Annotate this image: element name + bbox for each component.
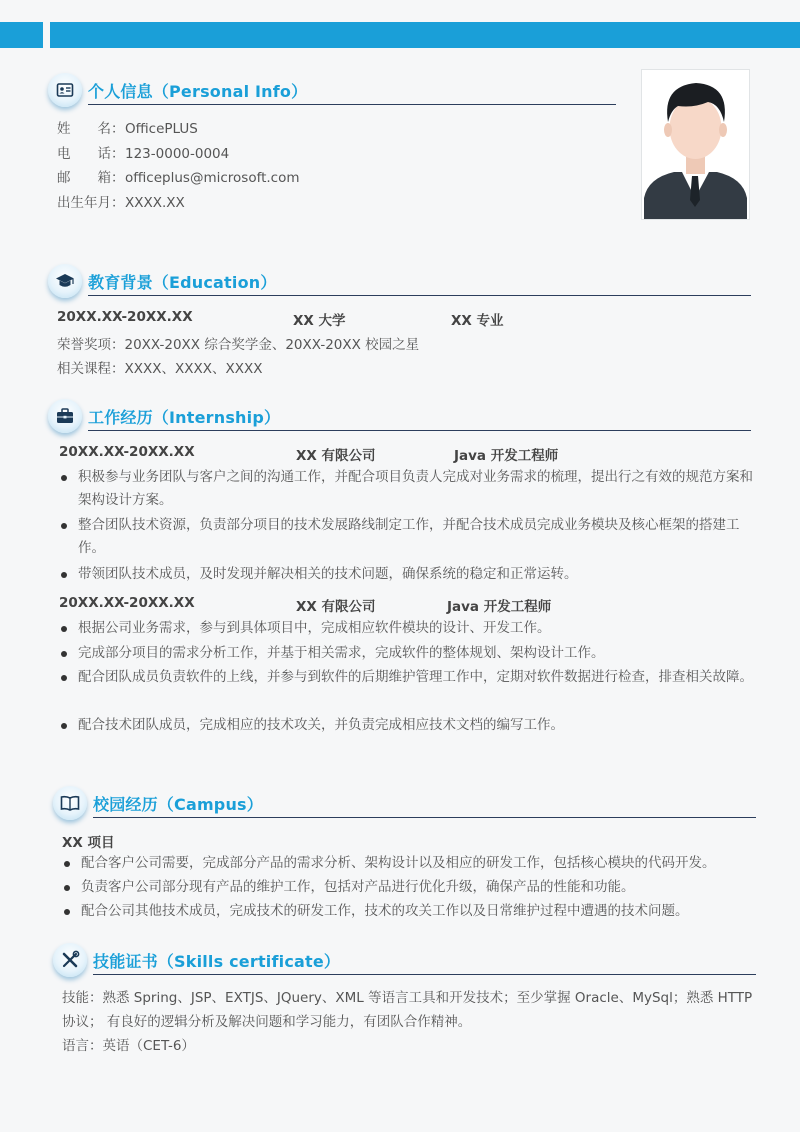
- education-period: 20XX.XX-20XX.XX: [57, 309, 193, 325]
- phone-row: [57, 142, 229, 162]
- campus-bullet: 配合客户公司需要，完成部分产品的需求分析、架构设计以及相应的研发工作，包括核心模块的代码开发。: [81, 852, 761, 875]
- name-label: 姓 名：: [57, 121, 125, 137]
- section-divider: [93, 817, 756, 818]
- job-bullet: 配合技术团队成员，完成相应的技术攻关，并负责完成相应技术文档的编写工作。: [78, 714, 758, 737]
- email-label: 邮 箱：: [57, 170, 125, 186]
- header-bar: [50, 22, 800, 48]
- job-row: [59, 595, 579, 613]
- job-period: 20XX.XX-20XX.XX: [59, 444, 195, 460]
- id-card-icon: [48, 73, 82, 107]
- section-title: 个人信息（Personal Info）: [88, 82, 308, 101]
- section-campus-header: [53, 786, 758, 822]
- briefcase-icon: [48, 399, 82, 433]
- language-text: 语言：英语（CET-6）: [62, 1038, 195, 1054]
- section-divider: [88, 430, 751, 431]
- campus-bullet: 配合公司其他技术成员，完成技术的研发工作，技术的攻关工作以及日常维护过程中遭遇的技术问题。: [81, 900, 761, 923]
- job-position: Java 开发工程师: [454, 448, 559, 464]
- job-bullet: 整合团队技术资源，负责部分项目的技术发展路线制定工作，并配合技术成员完成业务模块及核心框架的搭建工作。: [78, 514, 758, 560]
- education-row: [57, 309, 557, 327]
- open-book-icon: [53, 786, 87, 820]
- job-bullet: 配合团队成员负责软件的上线，并参与到软件的后期维护管理工作中，定期对软件数据进行检查，排查相关故障。: [78, 666, 758, 689]
- job-bullet: 根据公司业务需求，参与到具体项目中，完成相应软件模块的设计、开发工作。: [78, 617, 758, 640]
- birth-value: XXXX.XX: [125, 195, 185, 211]
- section-title: 工作经历（Internship）: [88, 408, 281, 427]
- job-company: XX 有限公司: [296, 599, 376, 615]
- section-education-header: [48, 264, 758, 300]
- section-skills-header: [53, 943, 758, 979]
- email-value: officeplus@microsoft.com: [125, 170, 300, 186]
- section-divider: [88, 104, 616, 105]
- job-period: 20XX.XX-20XX.XX: [59, 595, 195, 611]
- birth-label: 出生年月：: [57, 195, 125, 211]
- birth-row: [57, 191, 185, 211]
- avatar-illustration: [642, 70, 749, 219]
- avatar: [641, 69, 750, 220]
- job-bullet: 带领团队技术成员，及时发现并解决相关的技术问题，确保系统的稳定和正常运转。: [78, 563, 758, 586]
- section-personal-header: [48, 73, 618, 109]
- education-honors: 荣誉奖项：20XX-20XX 综合奖学金、20XX-20XX 校园之星: [57, 337, 420, 353]
- section-title: 技能证书（Skills certificate）: [93, 952, 341, 971]
- email-row: [57, 166, 300, 186]
- education-school: XX 大学: [293, 313, 346, 329]
- section-divider: [88, 295, 751, 296]
- phone-label: 电 话：: [57, 146, 125, 162]
- job-bullet: 积极参与业务团队与客户之间的沟通工作，并配合项目负责人完成对业务需求的梳理，提出行之有效的规范方案和架构设计方案。: [78, 466, 758, 512]
- job-row: [59, 444, 579, 462]
- campus-bullet: 负责客户公司部分现有产品的维护工作，包括对产品进行优化升级，确保产品的性能和功能。: [81, 876, 761, 899]
- section-divider: [93, 974, 756, 975]
- header-bar-left: [0, 22, 43, 48]
- skills-text: 技能：熟悉 Spring、JSP、EXTJS、JQuery、XML 等语言工具和开发技术；至少掌握 Oracle、MySql；熟悉 HTTP 协议； 有良好的逻辑分析及解决问题和学习能力，有团队合作精神。: [62, 990, 753, 1030]
- education-major: XX 专业: [451, 313, 504, 329]
- name-row: [57, 117, 198, 137]
- job-company: XX 有限公司: [296, 448, 376, 464]
- education-courses: 相关课程：XXXX、XXXX、XXXX: [57, 361, 263, 377]
- graduation-cap-icon: [48, 264, 82, 298]
- tools-icon: [53, 943, 87, 977]
- name-value: OfficePLUS: [125, 121, 198, 137]
- section-title: 教育背景（Education）: [88, 273, 277, 292]
- phone-value: 123-0000-0004: [125, 146, 230, 162]
- section-internship-header: [48, 399, 758, 435]
- campus-project: XX 项目: [62, 835, 115, 851]
- job-bullet: 完成部分项目的需求分析工作，并基于相关需求，完成软件的整体规划、架构设计工作。: [78, 642, 758, 665]
- job-position: Java 开发工程师: [447, 599, 552, 615]
- section-title: 校园经历（Campus）: [93, 795, 263, 814]
